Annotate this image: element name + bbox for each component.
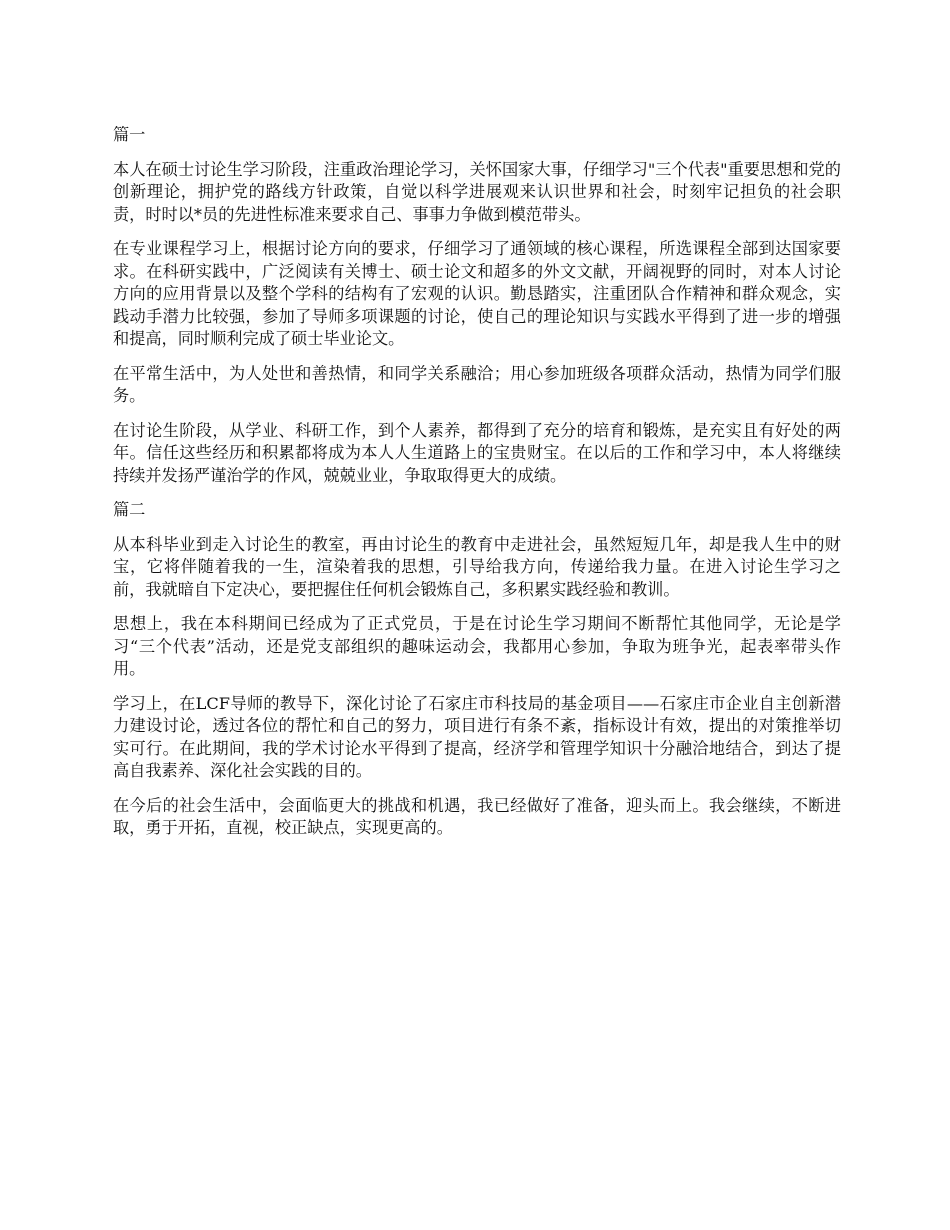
document-page (113, 124, 841, 840)
paragraph: 在今后的社会生活中，会面临更大的挑战和机遇，我已经做好了准备，迎头而上。我会继续，不断进取，勇于开拓，直视，校正缺点，实现更高的。 (113, 795, 841, 837)
paragraph: 从本科毕业到走入讨论生的教室，再由讨论生的教育中走进社会，虽然短短几年，却是我人生中的财宝，它将伴随着我的一生，渲染着我的思想，引导给我方向，传递给我力量。在进入讨论生学习之前，我就暗自下定决心，要把握住任何机会锻炼自己，多积累实践经验和教训。 (113, 534, 841, 599)
paragraph: 思想上，我在本科期间已经成为了正式党员，于是在讨论生学习期间不断帮忙其他同学，无论是学习“三个代表”活动，还是党支部组织的趣味运动会，我都用心参加，争取为班争光，起表率带头作用。 (113, 614, 841, 678)
section-heading-2: 篇二 (113, 500, 146, 519)
paragraph: 在平常生活中，为人处世和善热情，和同学关系融洽；用心参加班级各项群众活动，热情为同学们服务。 (113, 363, 841, 405)
paragraph: 在专业课程学习上，根据讨论方向的要求，仔细学习了通领域的核心课程，所选课程全部到达国家要求。在科研实践中，广泛阅读有关博士、硕士论文和超多的外文文献，开阔视野的同时，对本人讨论方向的应用背景以及整个学科的结构有了宏观的认识。勤恳踏实，注重团队合作精神和群众观念，实践动手潜力比较强，参加了导师多项课题的讨论，使自己的理论知识与实践水平得到了进一步的增强和提高，同时顺利完成了硕士毕业论文。 (113, 239, 841, 348)
paragraph: 学习上，在LCF导师的教导下，深化讨论了石家庄市科技局的基金项目——石家庄市企业自主创新潜力建设讨论，透过各位的帮忙和自己的努力，项目进行有条不紊，指标设计有效，提出的对策推举切实可行。在此期间，我的学术讨论水平得到了提高，经济学和管理学知识十分融洽地结合，到达了提高自我素养、深化社会实践的目的。 (113, 693, 841, 780)
paragraph: 本人在硕士讨论生学习阶段，注重政治理论学习，关怀国家大事，仔细学习"三个代表"重要思想和党的创新理论，拥护党的路线方针政策，自觉以科学进展观来认识世界和社会，时刻牢记担负的社会职责，时时以*员的先进性标准来要求自己、事事力争做到模范带头。 (113, 159, 841, 224)
section-heading-1: 篇一 (113, 125, 146, 144)
paragraph: 在讨论生阶段，从学业、科研工作，到个人素养，都得到了充分的培育和锻炼，是充实且有好处的两年。信任这些经历和积累都将成为本人人生道路上的宝贵财宝。在以后的工作和学习中，本人将继续持续并发扬严谨治学的作风，兢兢业业，争取取得更大的成绩。 (113, 420, 841, 485)
